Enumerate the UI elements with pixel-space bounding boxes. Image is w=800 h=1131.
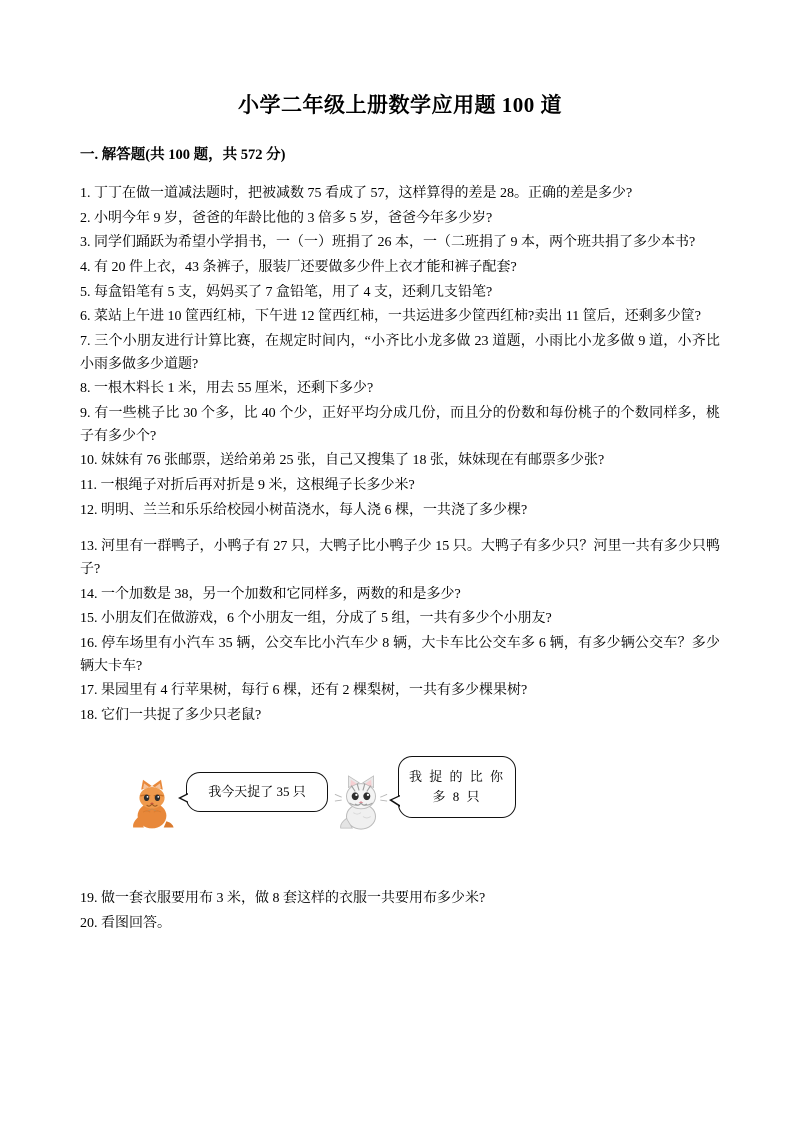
list-item: 19. 做一套衣服要用布 3 米，做 8 套这样的衣服一共要用布多少米?: [80, 890, 486, 906]
speech-bubble-cat1: [186, 772, 328, 812]
list-item: 1. 丁丁在做一道减法题时，把被减数 75 看成了 57，这样算得的差是 28。正确的差是多少?: [80, 186, 633, 202]
list-item: 8. 一根木料长 1 米，用去 55 厘米，还剩下多少?: [80, 381, 374, 397]
grey-cat-icon: [332, 774, 390, 832]
list-item: 13. 河里有一群鸭子，小鸭子有 27 只，大鸭子比小鸭子少 15 只。大鸭子有多少只？河里一共有多少只鸭子?: [80, 539, 720, 578]
list-item: 10. 妹妹有 76 张邮票，送给弟弟 25 张，自己又搜集了 18 张，妹妹现在有邮票多少张?: [80, 453, 605, 469]
list-item: 9. 有一些桃子比 30 个多，比 40 个少，正好平均分成几份，而且分的份数和每份桃子的个数同样多，桃子有多少个?: [80, 406, 720, 444]
list-item: 15. 小朋友们在做游戏，6 个小朋友一组，分成了 5 组，一共有多少个小朋友?: [80, 611, 552, 627]
list-item: 5. 每盒铅笔有 5 支，妈妈买了 7 盒铅笔，用了 4 支，还剩几支铅笔?: [80, 284, 493, 300]
list-item: 20. 看图回答。: [80, 915, 171, 931]
list-item: 4. 有 20 件上衣，43 条裤子，服装厂还要做多少件上衣才能和裤子配套?: [80, 260, 517, 276]
list-item: 6. 菜站上午进 10 筐西红柿，下午进 12 筐西红柿，一共运进多少筐西红柿?卖出 11 筐后，还剩多少筐?: [80, 309, 701, 325]
list-item: 2. 小明今年 9 岁，爸爸的年龄比他的 3 倍多 5 岁，爸爸今年多少岁?: [80, 210, 493, 226]
list-item: 14. 一个加数是 38，另一个加数和它同样多，两数的和是多少?: [80, 586, 461, 602]
list-item: 3. 同学们踊跃为希望小学捐书，一（一）班捐了 26 本，一（二班捐了 9 本，两个班共捐了多少本书?: [80, 235, 696, 251]
speech-bubble-cat2-text: 我 捉 的 比 你多 8 只: [408, 769, 505, 804]
list-item: 11. 一根绳子对折后再对折是 9 米，这根绳子长多少米?: [80, 478, 415, 494]
list-item: 7. 三个小朋友进行计算比赛，在规定时间内，“小齐比小龙多做 23 道题，小雨比小龙多做 9 道，小齐比小雨多做多少道题?: [80, 334, 720, 372]
speech-bubble-cat1-text: 我今天捉了 35 只: [208, 784, 306, 800]
page-title: 小学二年级上册数学应用题 100 道: [238, 93, 562, 117]
speech-bubble-cat2: [398, 756, 516, 818]
section-heading: 一. 解答题(共 100 题，共 572 分): [80, 147, 286, 164]
list-item: 17. 果园里有 4 行苹果树，每行 6 棵，还有 2 棵梨树，一共有多少棵果树?: [80, 683, 528, 699]
illustration-figure: [80, 750, 720, 870]
list-item: 12. 明明、兰兰和乐乐给校园小树苗浇水，每人浇 6 棵，一共浇了多少棵?: [80, 502, 528, 518]
list-item: 18. 它们一共捉了多少只老鼠?: [80, 708, 262, 724]
question-list-part1: [80, 183, 720, 522]
orange-cat-icon: [125, 778, 179, 832]
question-list-part2: [80, 536, 720, 727]
paragraph-gap: [80, 524, 720, 536]
question-list-part3: [80, 888, 720, 935]
list-item: 16. 停车场里有小汽车 35 辆，公交车比小汽车少 8 辆，大卡车比公交车多 6 辆，有多少辆公交车？多少辆大卡车?: [80, 636, 720, 674]
